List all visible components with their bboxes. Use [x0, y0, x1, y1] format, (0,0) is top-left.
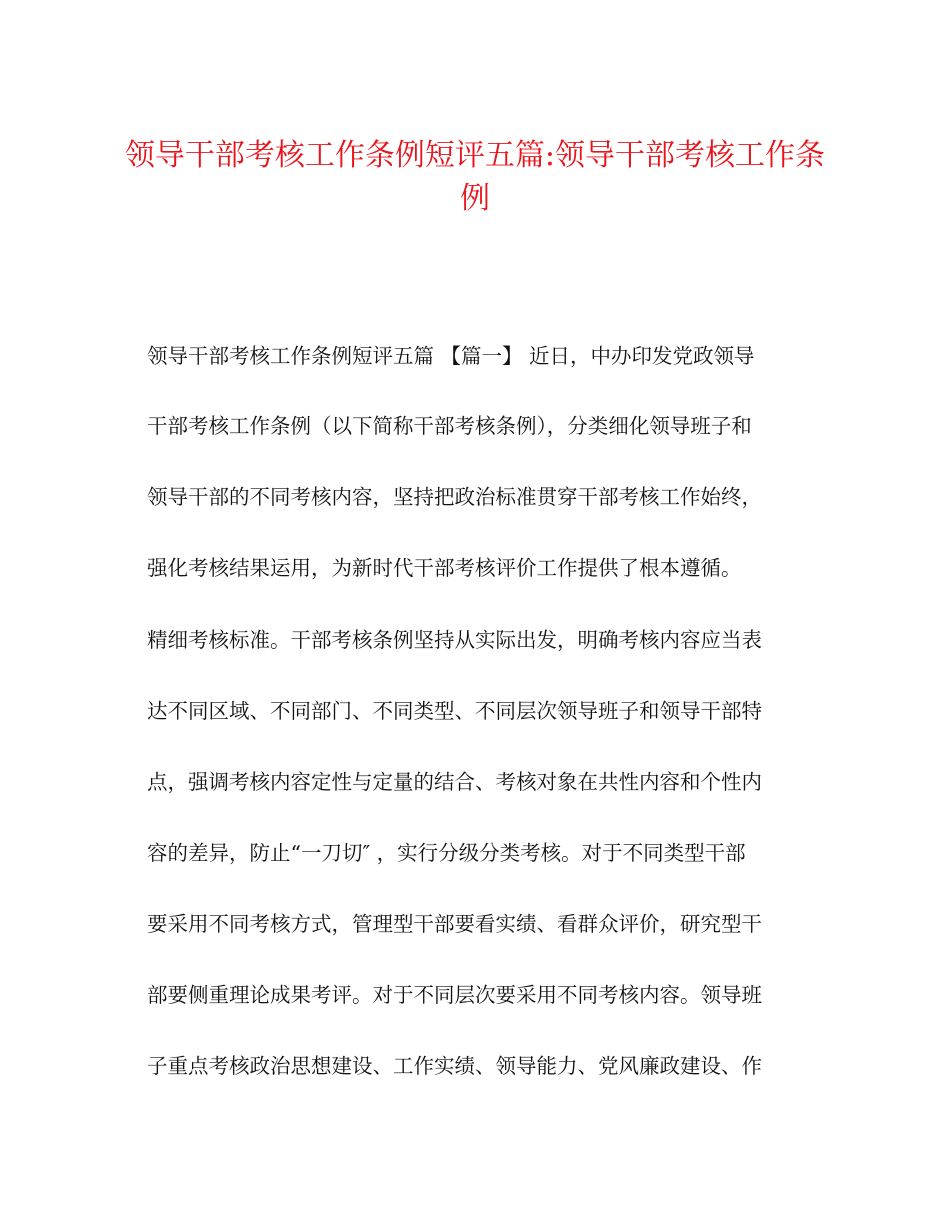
body-text-line: 领导干部的不同考核内容，坚持把政治标准贯穿干部考核工作始终， [147, 485, 762, 509]
body-text-line: 部要侧重理论成果考评。对于不同层次要采用不同考核内容。领导班 [147, 983, 762, 1007]
body-text-line: 领导干部考核工作条例短评五篇 【篇一】 近日，中办印发党政领导 [147, 344, 755, 368]
document-title-line-1: 领导干部考核工作条例短评五篇:领导干部考核工作条 [124, 138, 826, 173]
body-text-line: 要采用不同考核方式，管理型干部要看实绩、看群众评价，研究型干 [147, 912, 762, 936]
body-text-line: 容的差异，防止“一刀切″ ，实行分级分类考核。对于不同类型干部 [147, 841, 746, 865]
body-text-line: 精细考核标准。干部考核条例坚持从实际出发，明确考核内容应当表 [147, 628, 762, 652]
body-text-line: 子重点考核政治思想建设、工作实绩、领导能力、党风廉政建设、作 [147, 1054, 762, 1078]
body-text-line: 点，强调考核内容定性与定量的结合、考核对象在共性内容和个性内 [147, 770, 762, 794]
body-text-line: 达不同区域、不同部门、不同类型、不同层次领导班子和领导干部特 [147, 699, 762, 723]
body-text-line: 强化考核结果运用，为新时代干部考核评价工作提供了根本遵循。 [147, 556, 742, 580]
body-text-line: 干部考核工作条例（以下简称干部考核条例），分类细化领导班子和 [147, 414, 752, 438]
document-title-line-2: 例 [460, 181, 490, 216]
